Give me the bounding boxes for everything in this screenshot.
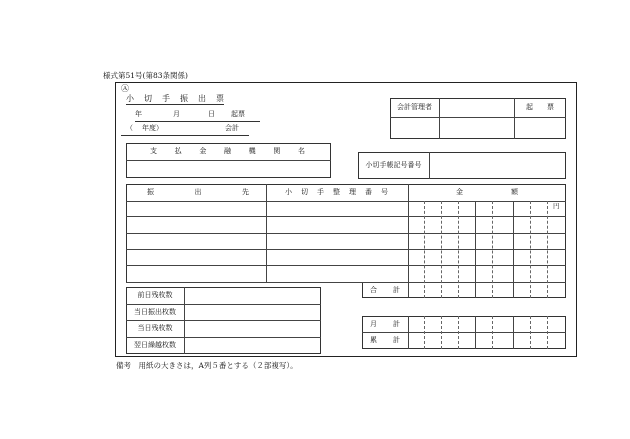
fiscal-row bbox=[121, 125, 249, 136]
amount-char: 金 bbox=[456, 188, 463, 196]
digit-separator bbox=[530, 316, 531, 349]
form-marker: Ⓐ bbox=[121, 84, 129, 93]
monthly-label bbox=[362, 316, 408, 332]
totalSpread-char: 合 bbox=[370, 285, 377, 294]
check-number-char: 号 bbox=[381, 188, 388, 196]
date-year: 年 bbox=[135, 110, 142, 118]
check-number-char: 切 bbox=[301, 188, 308, 196]
digit-separator bbox=[492, 201, 493, 298]
digit-separator bbox=[475, 201, 476, 298]
institution-char: 名 bbox=[297, 147, 305, 155]
title-char: 手 bbox=[162, 94, 170, 103]
payee-char: 先 bbox=[242, 188, 249, 196]
date-row bbox=[135, 111, 260, 122]
title-char: 出 bbox=[198, 94, 206, 103]
count-prev-remaining: 前日残枚数 bbox=[137, 291, 173, 299]
institution-char: 金 bbox=[199, 147, 207, 155]
digit-separator bbox=[530, 201, 531, 298]
digit-separator bbox=[547, 201, 548, 298]
digit-separator bbox=[492, 316, 493, 349]
payment-institution-label bbox=[150, 148, 305, 155]
institution-char: 融 bbox=[223, 147, 231, 155]
totalSpread-char: 計 bbox=[393, 285, 400, 294]
digit-separator bbox=[475, 316, 476, 349]
digit-separator bbox=[513, 201, 514, 298]
form-label: 様式第51号(第83条関係) bbox=[103, 71, 188, 80]
form-note: 備考 用紙の大きさは，A列５番とする（２部複写）。 bbox=[116, 361, 298, 370]
check-number-char: 手 bbox=[317, 188, 324, 196]
digit-separator bbox=[547, 316, 548, 349]
payee-char: 出 bbox=[194, 188, 202, 196]
title-char: 小 bbox=[126, 94, 134, 103]
institution-char: 関 bbox=[273, 147, 281, 155]
institution-char: 支 bbox=[150, 147, 157, 155]
cumulSpread-char: 累 bbox=[370, 336, 377, 344]
digit-separator bbox=[441, 316, 442, 349]
title-char: 票 bbox=[216, 94, 224, 103]
manager-label: 会計管理者 bbox=[397, 103, 432, 111]
header-amount bbox=[456, 189, 518, 196]
digit-separator bbox=[513, 316, 514, 349]
check-number-char: 整 bbox=[333, 188, 340, 196]
digit-separator bbox=[458, 201, 459, 298]
fiscal-account: 会計 bbox=[225, 124, 239, 132]
count-today-remaining: 当日残枚数 bbox=[137, 324, 173, 332]
yen-unit: 円 bbox=[553, 202, 560, 210]
digit-separator bbox=[424, 316, 425, 349]
date-day: 日 bbox=[208, 110, 215, 118]
monthlySpread-char: 計 bbox=[393, 319, 400, 328]
payee-char: 振 bbox=[147, 188, 154, 196]
header-payee bbox=[147, 189, 249, 196]
checkbook-number-label: 小切手帳記号番号 bbox=[365, 161, 422, 169]
monthlySpread-char: 月 bbox=[370, 319, 377, 328]
count-next-carryover: 翌日繰越枚数 bbox=[134, 341, 176, 349]
fiscal-year: 年度） bbox=[142, 124, 163, 132]
check-number-char: 理 bbox=[349, 188, 356, 196]
cumulative-label bbox=[362, 332, 408, 349]
institution-char: 払 bbox=[174, 147, 182, 155]
amount-char: 額 bbox=[511, 188, 518, 196]
date-month: 月 bbox=[173, 110, 180, 118]
digit-separator bbox=[441, 201, 442, 298]
date-drafted: 起票 bbox=[231, 110, 245, 118]
check-number-char: 番 bbox=[365, 188, 372, 196]
check-number-char: 小 bbox=[285, 188, 292, 196]
cumulSpread-char: 計 bbox=[393, 336, 400, 344]
form-title bbox=[126, 95, 224, 105]
title-char: 振 bbox=[180, 94, 188, 103]
digit-separator bbox=[458, 316, 459, 349]
digit-separator bbox=[424, 201, 425, 298]
drafter-label: 起 票 bbox=[526, 103, 554, 111]
title-char: 切 bbox=[144, 94, 152, 103]
institution-char: 機 bbox=[248, 147, 256, 155]
fiscal-open: （ bbox=[126, 124, 133, 132]
total-label bbox=[362, 282, 408, 298]
count-today-issued: 当日振出枚数 bbox=[134, 307, 176, 316]
header-check-number bbox=[285, 189, 388, 196]
